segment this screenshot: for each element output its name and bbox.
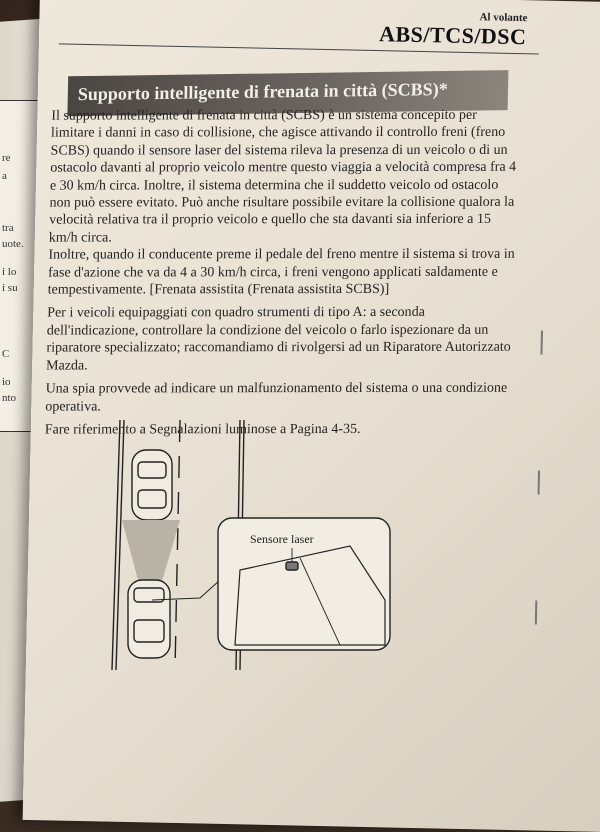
paragraph: Inoltre, quando il conducente preme il pedale del freno mentre il sistema si trova in fase d'azione che va da 4 a 30 km/h circa, i freni vengono applicati saldamente e tempestivamente. [Frenata assistita (Frenata assistita SCBS)] [47, 247, 515, 298]
section-title: Supporto intelligente di frenata in città (SCBS)* [77, 78, 448, 105]
left-fragment: re [2, 152, 11, 164]
section-label: Al volante [479, 11, 528, 25]
paragraph: Per i veicoli equipaggiati con quadro strumenti di tipo A: a seconda dell'indicazione, controllare la condizione del veicolo o farlo ispezionare da un riparatore specializzato; raccomandiamo di rivolgersi ad un Riparatore Autorizzato Mazda. [45, 305, 511, 374]
margin-mark [540, 331, 543, 355]
left-fragment: C [2, 348, 10, 360]
left-fragment: i lo [2, 266, 17, 278]
left-fragment: nto [2, 392, 17, 404]
left-fragment: uote. [2, 238, 24, 250]
paragraph: Il supporto intelligente di frenata in città (SCBS) è un sistema concepito per limitare i danni in caso di collisione, che agisce attivando il controllo freni (freno SCBS) quando il sensore laser del sistema rileva la presenza di un veicolo o di un ostacolo davanti al proprio veicolo mentre questo viaggia a velocità compresa fra 4 e 30 km/h circa. Inoltre, il sistema determina che il suddetto veicolo od ostacolo non può essere evitato. Può anche risultare possibile evitare la collisione qualora la velocità relativa tra il proprio veicolo e quello che sta davanti sia inferiore a 15 km/h circa. [48, 107, 517, 246]
front-vehicle [132, 450, 172, 520]
body-text [45, 107, 522, 439]
margin-mark [535, 601, 538, 625]
road-edge-left-inner [116, 420, 124, 670]
road-edge-left [112, 420, 120, 670]
left-fragment: io [2, 376, 11, 388]
paragraph: Una spia provvede ad indicare un malfunzionamento del sistema o una condizione operativa. [45, 380, 508, 415]
road-center-line [175, 420, 180, 670]
margin-mark [538, 471, 541, 495]
chapter-title: ABS/TCS/DSC [378, 21, 527, 50]
paragraph: Fare riferimento a Segnalazioni luminose a Pagina 4-35. [44, 421, 361, 438]
left-fragment: i su [2, 282, 18, 294]
callout-label: Sensore laser [250, 532, 314, 546]
laser-sensor-icon [286, 562, 298, 570]
scbs-diagram [40, 420, 400, 680]
left-fragment: tra [2, 222, 14, 234]
manual-page [23, 0, 600, 832]
left-fragment: a [2, 170, 7, 182]
